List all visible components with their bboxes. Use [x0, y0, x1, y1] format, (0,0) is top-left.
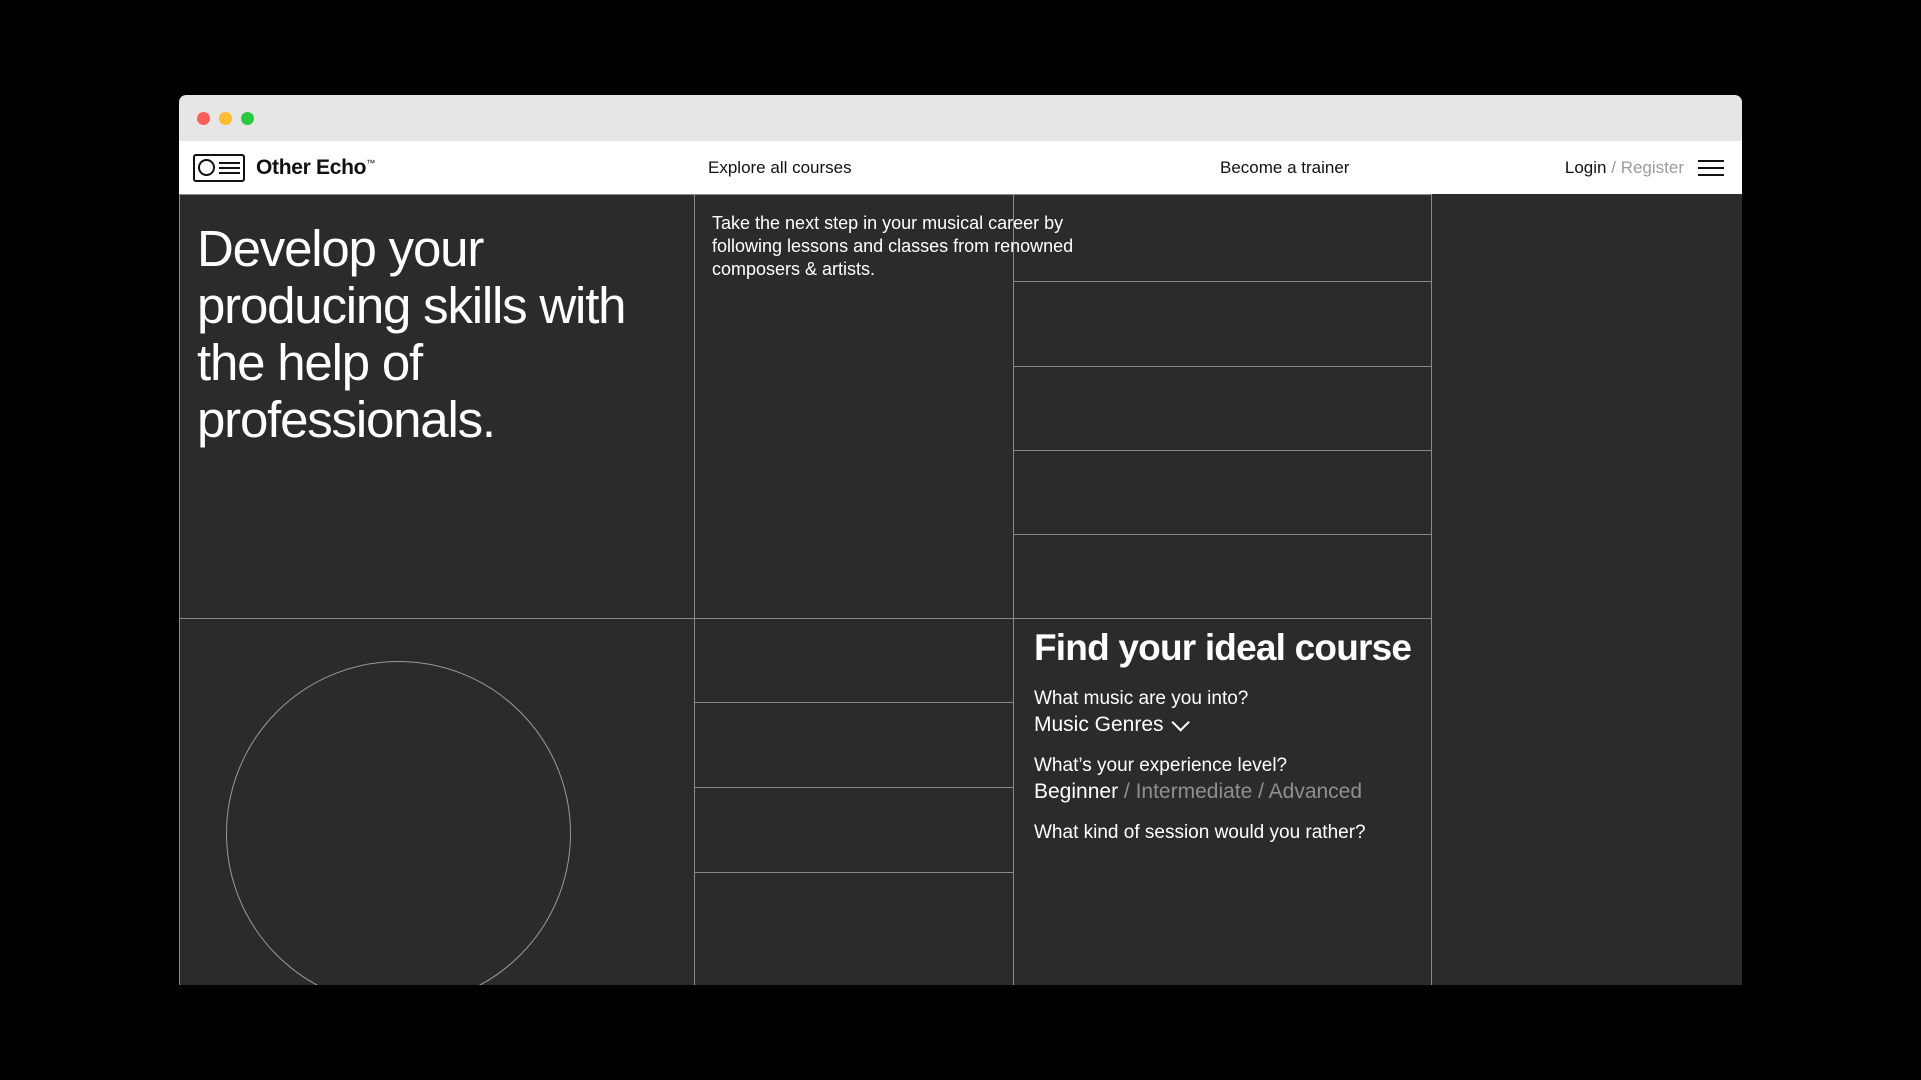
grid-line-vertical-edge [1431, 194, 1432, 985]
grid-line-vertical-mid [694, 194, 695, 985]
grid-cell-divider-2 [1013, 366, 1432, 367]
grid-line-horizontal-top [179, 194, 1432, 195]
nav-explore-all-courses[interactable]: Explore all courses [708, 157, 852, 177]
question-label-session: What kind of session would you rather? [1034, 822, 1366, 843]
grid-cell-divider-6 [694, 787, 1014, 788]
hamburger-menu-icon[interactable] [1698, 160, 1724, 176]
course-finder-question-genre [1034, 686, 1248, 739]
login-link[interactable]: Login [1564, 157, 1607, 177]
experience-other-options[interactable]: / Intermediate / Advanced [1118, 780, 1363, 804]
page-title: Develop your producing skills with the help of professionals. [197, 220, 626, 449]
minimize-window-button[interactable] [219, 112, 232, 125]
auth-separator: / [1611, 157, 1616, 177]
brand-logo[interactable] [193, 154, 375, 182]
grid-cell-divider-4 [1013, 534, 1432, 535]
register-link[interactable]: Register [1620, 157, 1684, 177]
nav-become-a-trainer[interactable]: Become a trainer [1220, 157, 1350, 177]
browser-window [179, 95, 1742, 985]
grid-cell-divider-3 [1013, 450, 1432, 451]
trademark-mark: ™ [366, 157, 375, 168]
hero-subtitle: Take the next step in your musical career by following lessons and classes from renowned composers & artists. [712, 213, 1074, 280]
grid-line-horizontal-section [179, 618, 1432, 619]
decorative-circle [226, 661, 571, 985]
grid-line-vertical-right [1013, 194, 1014, 985]
experience-selected[interactable]: Beginner [1034, 780, 1119, 804]
chevron-down-icon[interactable] [1171, 713, 1189, 731]
grid-cell-divider-7 [694, 872, 1014, 873]
course-finder-question-session [1034, 820, 1366, 845]
grid-cell-divider-5 [694, 702, 1014, 703]
site-header [179, 141, 1742, 194]
auth-links [1565, 158, 1684, 178]
question-label-genre: What music are you into? [1034, 688, 1249, 709]
experience-options[interactable] [1034, 778, 1362, 806]
maximize-window-button[interactable] [241, 112, 254, 125]
window-titlebar [179, 95, 1742, 141]
course-finder-question-experience [1034, 753, 1362, 806]
grid-line-vertical-left [179, 194, 180, 985]
course-finder-title: Find your ideal course [1034, 627, 1412, 668]
genre-dropdown-value: Music Genres [1034, 713, 1164, 737]
close-window-button[interactable] [197, 112, 210, 125]
logo-mark-icon [193, 154, 245, 182]
brand-name: Other Echo™ [256, 155, 375, 179]
genre-dropdown[interactable] [1034, 711, 1248, 739]
page-content [179, 194, 1742, 985]
question-label-experience: What’s your experience level? [1034, 755, 1288, 776]
